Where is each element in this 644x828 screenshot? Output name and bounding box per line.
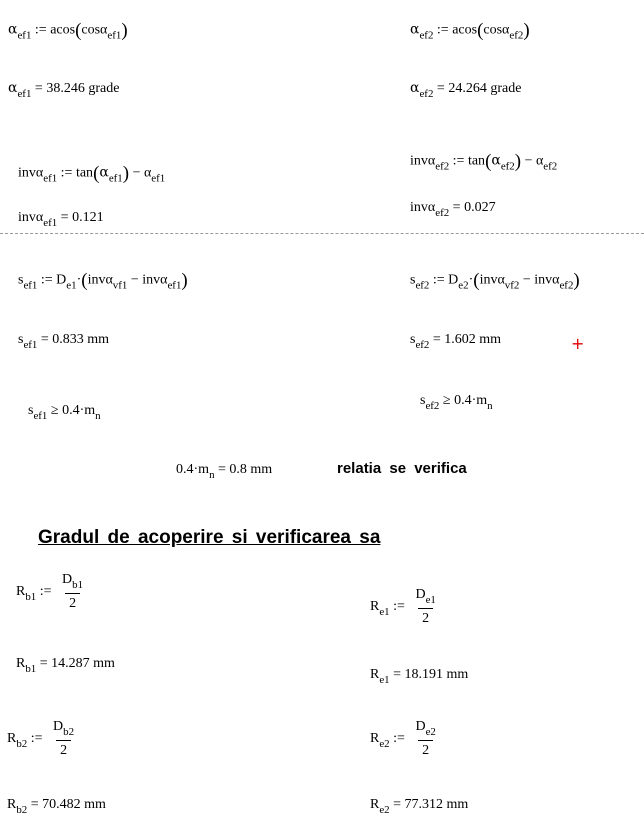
s-ef2-value[interactable]: $s_{ef2} = 1.602$ mm <box>410 332 502 351</box>
rb2-fraction: $\frac{D_{b2}}{2}$ <box>53 719 75 758</box>
verification-note: relatia se verifica <box>337 460 467 477</box>
s-ef1-inequality[interactable]: $s_{ef1} \ge 0.4\cdot m_n$ <box>28 403 101 422</box>
s-ef2-definition[interactable]: $s_{ef2}$ := $D_{e2}\cdot(inv\alpha_{vf2} - inv\alpha_{ef2})$ <box>410 270 580 292</box>
alpha-ef1-definition[interactable]: $\alpha_{ef1}$ := acos(cosα$_{ef1}$) <box>8 20 128 42</box>
re1-definition[interactable]: $R_{e1}$ := $\frac{D_{e1}}{2}$ <box>370 588 439 626</box>
inv-alpha-ef2-definition[interactable]: invα$_{ef2}$ := $\tan(\alpha_{ef2}) - \alpha_{ef2}$ <box>410 151 558 173</box>
min-thickness-value[interactable]: $0.4\cdot m_n = 0.8$ mm <box>176 462 273 481</box>
s-ef1-definition[interactable]: $s_{ef1}$ := $D_{e1}\cdot(inv\alpha_{vf1} - inv\alpha_{ef1})$ <box>18 270 188 292</box>
rb1-fraction: $\frac{D_{b1}}{2}$ <box>62 572 84 611</box>
page-break-divider <box>0 233 644 234</box>
s-ef1-value[interactable]: $s_{ef1} = 0.833$ mm <box>18 332 110 351</box>
rb1-value[interactable]: $R_{b1} = 14.287$ mm <box>16 656 115 675</box>
re1-value[interactable]: $R_{e1} = 18.191$ mm <box>370 667 469 686</box>
re2-fraction: $\frac{D_{e2}}{2}$ <box>415 719 436 758</box>
re2-value[interactable]: $R_{e2} = 77.312$ mm <box>370 797 469 816</box>
rb2-value[interactable]: $R_{b2} = 70.482$ mm <box>7 797 106 816</box>
rb2-definition[interactable]: $R_{b2}$ := $\frac{D_{b2}}{2}$ <box>7 720 77 758</box>
inv-alpha-ef2-value[interactable]: invα$_{ef2}$ = 0.027 <box>410 200 496 219</box>
section-heading: Gradul de acoperire si verificarea sa <box>38 527 381 548</box>
rb1-definition[interactable]: $R_{b1}$ := $\frac{D_{b1}}{2}$ <box>16 573 86 611</box>
crosshair-cursor-icon: + <box>571 334 585 353</box>
alpha-ef1-value[interactable]: $\alpha_{ef1} = 38.246$ grade <box>8 80 120 100</box>
inv-alpha-ef1-value[interactable]: invα$_{ef1}$ = 0.121 <box>18 210 104 229</box>
re2-definition[interactable]: $R_{e2}$ := $\frac{D_{e2}}{2}$ <box>370 720 439 758</box>
alpha-ef2-value[interactable]: $\alpha_{ef2} = 24.264$ grade <box>410 80 522 100</box>
alpha-ef2-definition[interactable]: $\alpha_{ef2}$ := acos(cosα$_{ef2}$) <box>410 20 530 42</box>
s-ef2-inequality[interactable]: $s_{ef2} \ge 0.4\cdot m_n$ <box>420 393 493 412</box>
inv-alpha-ef1-definition[interactable]: invα$_{ef1}$ := $\tan(\alpha_{ef1}) - \alpha_{ef1}$ <box>18 163 166 185</box>
re1-fraction: $\frac{D_{e1}}{2}$ <box>415 587 436 626</box>
